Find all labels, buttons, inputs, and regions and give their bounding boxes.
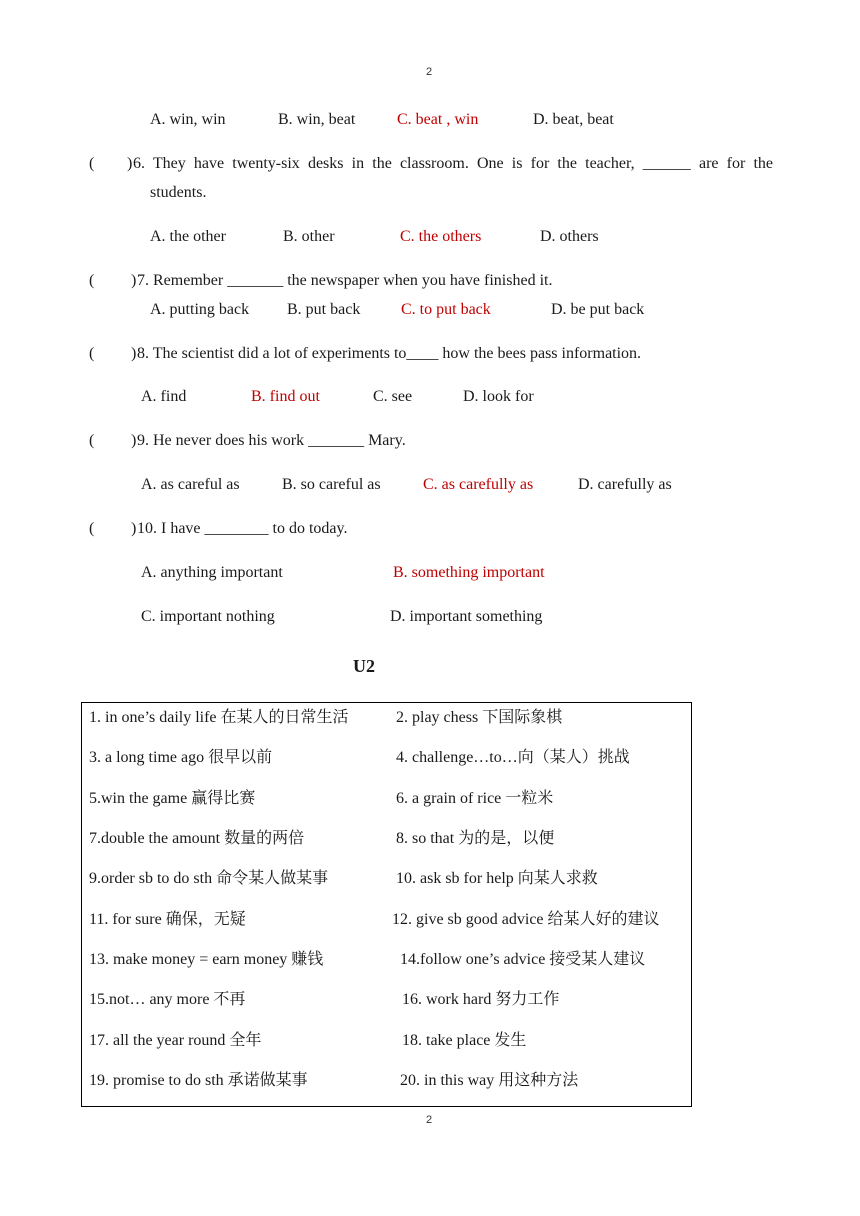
- q6-answer-paren-open: (: [89, 155, 95, 172]
- q9-option-a: A. as careful as: [141, 476, 240, 493]
- q10-option-c: C. important nothing: [141, 608, 275, 625]
- vocab-item-10: 10. ask sb for help 向某人求救: [396, 870, 598, 887]
- q8-answer-paren-close: ): [131, 345, 137, 362]
- page-number-bottom: 2: [426, 1114, 433, 1126]
- q8-option-c: C. see: [373, 388, 413, 405]
- q10-option-a: A. anything important: [141, 564, 283, 581]
- q9-answer-paren-close: ): [131, 432, 137, 449]
- q8-option-b: B. find out: [251, 388, 320, 405]
- q8-option-d: D. look for: [463, 388, 534, 405]
- vocab-item-7: 7.double the amount 数量的两倍: [89, 830, 305, 847]
- q10-answer-paren-close: ): [131, 520, 137, 537]
- q6-option-d: D. others: [540, 228, 599, 245]
- q7-answer-paren-close: ): [131, 272, 137, 289]
- q7-option-c: C. to put back: [401, 301, 491, 318]
- q9-option-d: D. carefully as: [578, 476, 672, 493]
- q6-question-line2: students.: [150, 184, 207, 201]
- q6-question-line1: 6. They have twenty-six desks in the classroom. One is for the teacher, ______ are for the: [133, 155, 773, 172]
- vocab-item-14: 14.follow one’s advice 接受某人建议: [400, 951, 646, 968]
- section-title-u2: U2: [353, 656, 375, 676]
- vocab-item-11: 11. for sure 确保，无疑: [89, 911, 246, 928]
- q8-option-a: A. find: [141, 388, 187, 405]
- q10-option-d: D. important something: [390, 608, 543, 625]
- vocab-item-4: 4. challenge…to…向（某人）挑战: [396, 749, 630, 766]
- page-number-top: 2: [426, 66, 433, 78]
- vocab-item-8: 8. so that 为的是，以便: [396, 830, 555, 847]
- q8-answer-paren-open: (: [89, 345, 95, 362]
- q6-option-c: C. the others: [400, 228, 482, 245]
- q5-option-c: C. beat , win: [397, 111, 479, 128]
- q6-answer-paren-close: ): [127, 155, 133, 172]
- vocab-item-15: 15.not… any more 不再: [89, 991, 246, 1008]
- q7-option-d: D. be put back: [551, 301, 645, 318]
- vocab-item-12: 12. give sb good advice 给某人好的建议: [392, 911, 660, 928]
- q9-answer-paren-open: (: [89, 432, 95, 449]
- q10-answer-paren-open: (: [89, 520, 95, 537]
- q10-option-b: B. something important: [393, 564, 545, 581]
- q6-option-a: A. the other: [150, 228, 226, 245]
- q9-question: 9. He never does his work _______ Mary.: [137, 432, 406, 449]
- vocab-item-19: 19. promise to do sth 承诺做某事: [89, 1072, 308, 1089]
- vocab-table: [81, 702, 692, 1107]
- q7-question: 7. Remember _______ the newspaper when you have finished it.: [137, 272, 553, 289]
- q9-option-b: B. so careful as: [282, 476, 381, 493]
- vocab-item-5: 5.win the game 赢得比赛: [89, 790, 256, 807]
- vocab-item-16: 16. work hard 努力工作: [402, 991, 560, 1008]
- q7-option-a: A. putting back: [150, 301, 250, 318]
- vocab-item-13: 13. make money = earn money 赚钱: [89, 951, 324, 968]
- vocab-item-18: 18. take place 发生: [402, 1032, 527, 1049]
- vocab-item-1: 1. in one’s daily life 在某人的日常生活: [89, 709, 349, 726]
- vocab-item-20: 20. in this way 用这种方法: [400, 1072, 579, 1089]
- vocab-item-2: 2. play chess 下国际象棋: [396, 709, 563, 726]
- vocab-item-3: 3. a long time ago 很早以前: [89, 749, 273, 766]
- q8-question: 8. The scientist did a lot of experiments to____ how the bees pass information.: [137, 345, 642, 362]
- q6-option-b: B. other: [283, 228, 335, 245]
- q5-option-b: B. win, beat: [278, 111, 356, 128]
- q7-answer-paren-open: (: [89, 272, 95, 289]
- q9-option-c: C. as carefully as: [423, 476, 534, 493]
- q7-option-b: B. put back: [287, 301, 361, 318]
- vocab-item-17: 17. all the year round 全年: [89, 1032, 262, 1049]
- q10-question: 10. I have ________ to do today.: [137, 520, 348, 537]
- vocab-item-9: 9.order sb to do sth 命令某人做某事: [89, 870, 329, 887]
- q5-option-a: A. win, win: [150, 111, 226, 128]
- q5-option-d: D. beat, beat: [533, 111, 614, 128]
- vocab-item-6: 6. a grain of rice 一粒米: [396, 790, 554, 807]
